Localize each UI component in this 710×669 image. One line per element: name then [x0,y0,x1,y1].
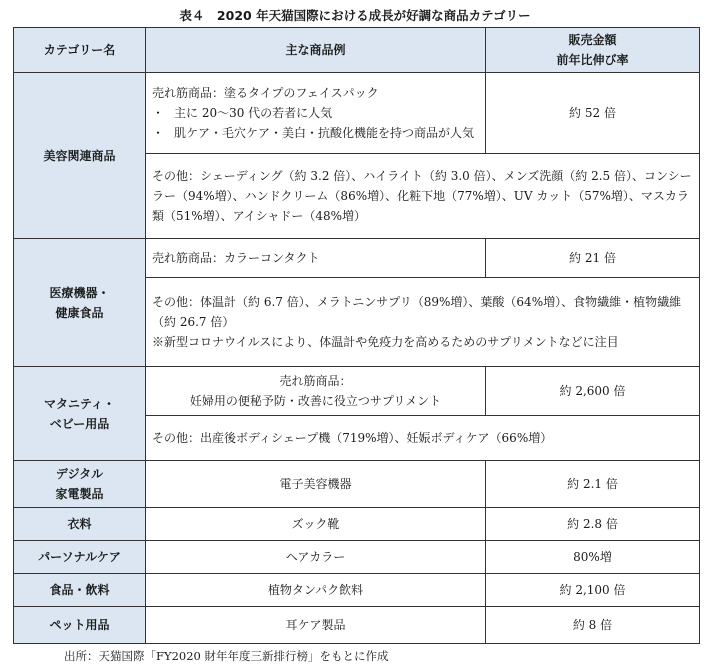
header-products: 主な商品例 [146,28,486,73]
beauty-best-seller [146,73,486,154]
table-row [14,607,700,644]
category-maternity-line1: マタニティ・ [43,396,116,411]
beauty-bullet-1: ・ 主に 20～30 代の若者に人気 [152,103,479,123]
maternity-other: その他：出産後ボディシェープ機（719%増）、妊娠ボディケア（66%増） [146,416,700,461]
category-digital-line1: デジタル [55,467,104,481]
food-product: 植物タンパク飲料 [146,574,486,607]
maternity-best-item: 妊婦用の便秘予防・改善に役立つサプリメント [189,394,442,408]
category-maternity-line2: ベビー用品 [49,416,110,431]
food-growth: 約 2,100 倍 [486,574,700,607]
table-row [14,367,700,416]
category-pet: ペット用品 [14,607,146,644]
category-food: 食品・飲料 [14,574,146,607]
pet-growth: 約 8 倍 [486,607,700,644]
category-medical-line2: 健康食品 [55,305,104,320]
category-medical-line1: 医療機器・ [49,285,110,300]
personal-care-product: ヘアカラー [146,541,486,574]
header-category: カテゴリー名 [14,28,146,73]
beauty-growth: 約 52 倍 [486,73,700,154]
header-sales [486,28,700,73]
category-digital-line2: 家電製品 [55,487,104,501]
medical-best-seller: 売れ筋商品：カラーコンタクト [146,239,486,278]
category-clothing: 衣料 [14,508,146,541]
table-row [14,541,700,574]
maternity-best-seller [146,367,486,416]
clothing-product: ズック靴 [146,508,486,541]
growth-category-table [13,27,700,644]
category-medical [14,239,146,367]
personal-care-growth: 80%増 [486,541,700,574]
table-row [14,508,700,541]
beauty-bullet-2: ・ 肌ケア・毛穴ケア・美白・抗酸化機能を持つ商品が人気 [152,123,479,143]
category-beauty: 美容関連商品 [14,73,146,239]
header-sales-line1: 販売金額 [568,33,617,47]
table-row [14,574,700,607]
maternity-growth: 約 2,600 倍 [486,367,700,416]
table-title: 表４ 2020 年天猫国際における成長が好調な商品カテゴリー [179,8,531,23]
pet-product: 耳ケア製品 [146,607,486,644]
table-row [14,461,700,508]
source-note: 出所：天猫国際「FY2020 財年年度三新排行榜」をもとに作成 [64,649,389,663]
beauty-best-label: 売れ筋商品：塗るタイプのフェイスパック [152,86,379,100]
table-row [14,73,700,154]
medical-growth: 約 21 倍 [486,239,700,278]
digital-product: 電子美容機器 [146,461,486,508]
medical-other [146,278,700,367]
medical-note: ※新型コロナウイルスにより、体温計や免疫力を高めるためのサプリメントなどに注目 [152,335,619,349]
category-maternity [14,367,146,461]
table-row [14,239,700,278]
category-digital [14,461,146,508]
header-row [14,28,700,73]
header-sales-line2: 前年比伸び率 [556,53,629,67]
category-personal-care: パーソナルケア [14,541,146,574]
medical-other-text: その他：体温計（約 6.7 倍）、メラトニンサプリ（89%増）、葉酸（64%増）、食物繊維・植物繊維（約 26.7 倍） [152,295,682,329]
beauty-other: その他：シェーディング（約 3.2 倍）、ハイライト（約 3.0 倍）、メンズ洗顔（約 2.5 倍）、コンシーラー（94%増）、ハンドクリーム（86%増）、化粧下地（77%増）、UV カット（57%増）、マスカラ類（51%増）、アイシャドー（48%増） [146,154,700,239]
maternity-best-label: 売れ筋商品： [279,374,352,388]
clothing-growth: 約 2.8 倍 [486,508,700,541]
digital-growth: 約 2.1 倍 [486,461,700,508]
